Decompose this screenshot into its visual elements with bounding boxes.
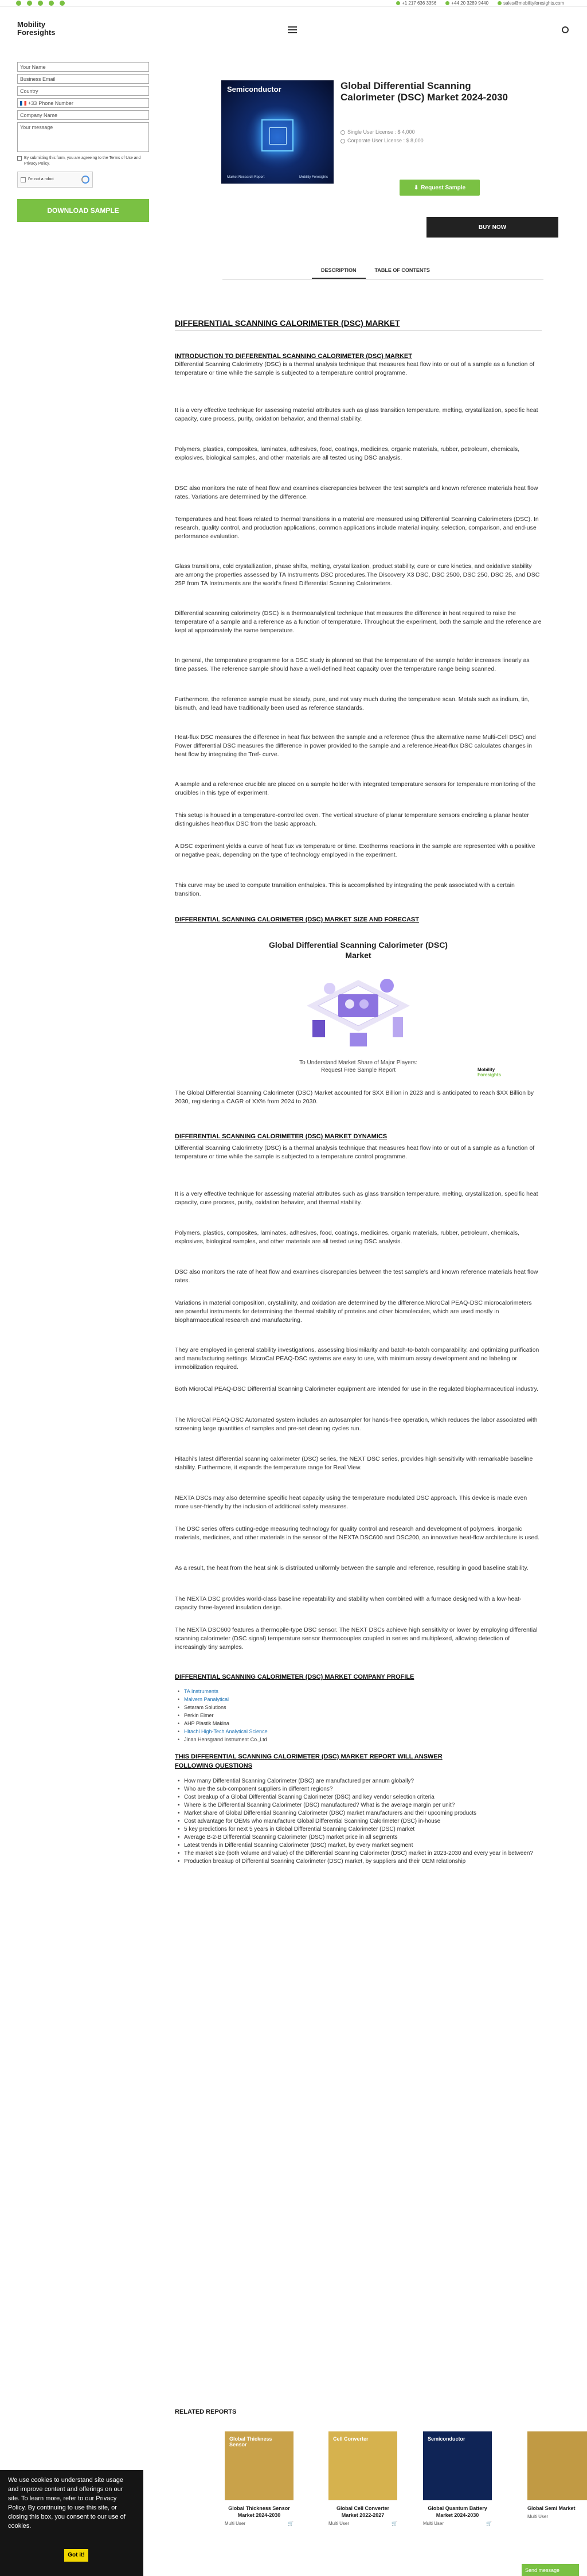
flag-icon[interactable] — [20, 101, 26, 106]
related-report-title[interactable]: Global Cell Converter Market 2022-2027 — [336, 2505, 390, 2518]
report-cover — [221, 80, 334, 184]
related-report-title[interactable]: Global Quantum Battery Market 2024-2030 — [428, 2505, 487, 2518]
list-item: • The market size (both volume and value) of the Differential Scanning Calorimeter (DSC) market in 2023-2030 and every year in between? — [175, 1850, 542, 1857]
paragraph: In general, the temperature programme for a DSC study is planned so that the temperature of the sample holder increases linearly as time passes. The reference sample should have a well-defined heat capacity over the temperature range being scanned. — [175, 657, 530, 672]
questions-list — [175, 1777, 542, 1865]
phone-field[interactable] — [17, 98, 149, 108]
related-report-card[interactable] — [423, 2431, 492, 2526]
company-link[interactable]: • Malvern Panalytical — [175, 1695, 542, 1703]
phone-uk-link[interactable]: +44 20 3289 9440 — [451, 1, 489, 6]
captcha-checkbox[interactable] — [21, 177, 26, 182]
paragraph: It is a very effective technique for assessing material attributes such as glass transition temperature, melting, crystallization, specific heat capacity, cure process, purity, oxidation behavior, and thermal stability. — [175, 1190, 538, 1206]
site-header — [0, 8, 587, 42]
recaptcha-icon — [81, 176, 89, 184]
linkedin-icon[interactable] — [38, 1, 43, 6]
recaptcha[interactable] — [17, 172, 93, 188]
paragraph: Hitachi's latest differential scanning calorimeter (DSC) series, the NEXT DSC series, provides high sensitivity with remarkable baseline stability. Furthermore, it expands the temperature range for Real View. — [175, 1456, 533, 1471]
list-item: • Jinan Hensgrand Instrument Co.,Ltd — [175, 1736, 542, 1744]
list-item: • Perkin Elmer — [175, 1711, 542, 1719]
consent-checkbox[interactable] — [17, 156, 22, 161]
request-sample-label: Request Sample — [421, 184, 466, 191]
tab-bar — [312, 267, 439, 279]
list-item: • AHP Plastik Makina — [175, 1719, 542, 1727]
top-bar — [0, 0, 587, 7]
cart-icon[interactable]: 🛒 — [392, 2521, 397, 2526]
captcha-label: I'm not a robot — [28, 177, 54, 181]
cookie-accept-button[interactable]: Got it! — [64, 2549, 88, 2562]
single-license-label: Single User License : $ 4,000 — [347, 129, 415, 135]
license-type: Multi User — [423, 2521, 444, 2526]
phone-placeholder: Phone Number — [38, 100, 73, 106]
email-link[interactable]: sales@mobilityforesights.com — [503, 1, 564, 6]
company-link[interactable]: • TA Instruments — [175, 1687, 542, 1695]
report-thumbnail[interactable] — [527, 2431, 587, 2500]
buy-now-button[interactable]: BUY NOW — [426, 217, 558, 238]
list-item: • Setaram Solutions — [175, 1703, 542, 1711]
paragraph: The MicroCal PEAQ-DSC Automated system includes an autosampler for hands-free operation, which reduces the labor associated with screening large quantities of samples and pre-set cleaning cycles run. — [175, 1417, 538, 1432]
single-license-radio[interactable] — [341, 130, 345, 135]
infographic-caption: To Understand Market Share of Major Players: Request Free Sample Report — [299, 1060, 417, 1073]
paragraph: Differential Scanning Calorimetry (DSC) is a thermal analysis technique that measures heat flow into or out of a sample as a function of temperature or time while the sample is subjected to a temperature control programme. — [175, 1145, 535, 1160]
social-links — [16, 1, 65, 6]
tab-divider — [222, 279, 543, 280]
company-field[interactable]: Company Name — [17, 110, 149, 120]
list-item: • Latest trends in Differential Scanning Calorimeter (DSC) market, by every market segment — [175, 1842, 542, 1849]
sample-icon: ⬇ — [413, 184, 419, 191]
related-heading: RELATED REPORTS — [175, 2408, 237, 2415]
license-type: Multi User — [527, 2514, 549, 2519]
paragraph: Polymers, plastics, composites, laminates, adhesives, food, coatings, medicines, organic materials, rubber, petroleum, chemicals, explosives, biological samples, and other materials are all tested using DSC analysis. — [175, 446, 520, 461]
list-item: • Production breakup of Differential Scanning Calorimeter (DSC) market, by suppliers and their OEM relationship — [175, 1858, 542, 1865]
paragraph: The NEXTA DSC provides world-class baseline repeatability and stability when combined with a furnace designed with a low-heat-capacity three-layered insulation design. — [175, 1596, 522, 1611]
mail-icon — [498, 1, 502, 5]
tab-table-of-contents[interactable]: TABLE OF CONTENTS — [374, 267, 430, 273]
menu-icon[interactable] — [288, 26, 297, 33]
phone-icon — [445, 1, 449, 5]
dynamics-heading: DIFFERENTIAL SCANNING CALORIMETER (DSC) MARKET DYNAMICS — [175, 1133, 388, 1140]
intro-heading: INTRODUCTION TO DIFFERENTIAL SCANNING CALORIMETER (DSC) MARKET — [175, 353, 412, 360]
list-item: • Who are the sub-component suppliers in different regions? — [175, 1785, 542, 1793]
paragraph: Variations in material composition, crystallinity, and oxidation are determined by the difference.MicroCal PEAQ-DSC microcalorimeters are powerful instruments for determining the thermal stability of proteins and other biomolecules, which are used mostly in biopharmaceutical research and manufacturing. — [175, 1299, 532, 1324]
message-field[interactable]: Your message — [17, 122, 149, 152]
questions-heading: THIS DIFFERENTIAL SCANNING CALORIMETER (DSC) MARKET REPORT WILL ANSWER FOLLOWING QUESTIONS — [175, 1753, 443, 1769]
cart-icon[interactable]: 🛒 — [486, 2521, 492, 2526]
paragraph: Temperatures and heat flows related to thermal transitions in a material are measured using Differential Scanning Calorimeters (DSC). In research, quality control, and production applications, common applications include material inquiry, selection, comparison, and end-use performance evaluation. — [175, 516, 539, 540]
download-sample-button[interactable]: DOWNLOAD SAMPLE — [17, 199, 149, 222]
paragraph: Both MicroCal PEAQ-DSC Differential Scanning Calorimeter equipment are intended for use in the regulated biopharmaceutical industry. — [175, 1386, 539, 1392]
paragraph: Polymers, plastics, composites, laminates, adhesives, food, coatings, medicines, organic materials, rubber, petroleum, chemicals, explosives, biological samples, and other materials are all tested using DSC analysis. — [175, 1229, 520, 1245]
send-message-button[interactable]: Send message — [522, 2564, 579, 2576]
market-infographic — [175, 940, 542, 1082]
logo-line-2: Foresights — [17, 28, 56, 37]
country-field[interactable]: Country — [17, 86, 149, 96]
corporate-license-radio[interactable] — [341, 139, 345, 143]
paragraph: The NEXTA DSC600 features a thermopile-type DSC sensor. The NEXT DSCs achieve high sensitivity or lower by employing differential scanning calorimeter (DSC signal) temperature sensor thermocouples coupled in series and multiplexed, allowing detection of increasingly tiny samples. — [175, 1626, 538, 1651]
paragraph: DSC also monitors the rate of heat flow and examines discrepancies between the test sample's and known reference materials heat flow rates. Variations are determined by the difference. — [175, 485, 538, 500]
request-sample-button[interactable] — [400, 180, 480, 196]
paragraph: This setup is housed in a temperature-controlled oven. The vertical structure of planar temperature sensors encircling a planar heater distinguishes heat-flux DSC from the basic approach. — [175, 812, 529, 827]
report-thumbnail[interactable]: Cell Converter — [328, 2431, 397, 2500]
main-heading: DIFFERENTIAL SCANNING CALORIMETER (DSC) MARKET — [175, 318, 400, 328]
site-logo[interactable] — [17, 21, 69, 38]
related-report-card[interactable] — [328, 2431, 397, 2526]
contact-info — [396, 1, 564, 6]
related-report-title[interactable]: Global Thickness Sensor Market 2024-2030 — [228, 2505, 290, 2518]
list-item: • How many Differential Scanning Calorimeter (DSC) are manufactured per annum globally? — [175, 1777, 542, 1785]
list-item: • Average B-2-B Differential Scanning Calorimeter (DSC) market price in all segments — [175, 1834, 542, 1841]
tab-description[interactable]: DESCRIPTION — [312, 267, 366, 279]
infographic-title: Global Differential Scanning Calorimeter (DSC) Market — [269, 940, 448, 960]
phone-icon — [396, 1, 400, 5]
paragraph: As a result, the heat from the heat sink is distributed uniformly between the sample and reference, resulting in good baseline stability. — [175, 1565, 529, 1571]
paragraph: NEXTA DSCs may also determine specific heat capacity using the temperature modulated DSC approach. This device is made even more user-friendly by the inclusion of additional safety measures. — [175, 1495, 527, 1510]
list-item: • Market share of Global Differential Scanning Calorimeter (DSC) market manufacturers and their upcoming products — [175, 1810, 542, 1817]
paragraph: A sample and a reference crucible are placed on a sample holder with integrated temperature sensors for temperature monitoring of the crucibles in this type of experiment. — [175, 781, 536, 796]
youtube-icon[interactable] — [49, 1, 54, 6]
paragraph: Differential scanning calorimetry (DSC) is a thermoanalytical technique that measures the difference in heat required to raise the temperature of a sample and a reference as a function of temperature. Throughout the experiment, both the sample and the reference are kept at approximately the same temperature. — [175, 610, 542, 634]
cart-icon[interactable]: 🛒 — [288, 2521, 294, 2526]
sample-request-form — [17, 62, 149, 222]
paragraph: It is a very effective technique for assessing material attributes such as glass transition temperature, melting, crystallization, specific heat capacity, cure process, purity, oxidation behavior, and thermal stability. — [175, 407, 538, 422]
related-report-title[interactable]: Global Semi Market — [527, 2505, 576, 2511]
paragraph: The DSC series offers cutting-edge measuring technology for quality control and research and development of polymers, inorganic materials, medicines, and other materials in the sensor of the NEXTA DSC600 and DSC200, an innovative heat-flow architecture is used. — [175, 1526, 539, 1541]
list-item: • Cost advantage for OEMs who manufacture Global Differential Scanning Calorimeter (DSC) in-house — [175, 1818, 542, 1825]
paragraph: Furthermore, the reference sample must be steady, pure, and not vary much during the temperature scan. Metals such as indium, tin, bismuth, and lead have traditionally been used as reference standards. — [175, 696, 530, 711]
corporate-license-label: Corporate User License : $ 8,000 — [347, 138, 424, 143]
consent-text: By submitting this form, you are agreeing to the Terms of Use and Privacy Policy. — [24, 156, 141, 166]
email-field[interactable]: Business Email — [17, 74, 149, 84]
paragraph: DSC also monitors the rate of heat flow and examines discrepancies between the test sample's and known reference materials heat flow rates. — [175, 1268, 538, 1284]
related-report-card[interactable] — [225, 2431, 294, 2526]
paragraph: Differential Scanning Calorimetry (DSC) is a thermal analysis technique that measures heat flow into or out of a sample as a function of temperature or time while the sample is subjected to a temperature control programme. — [175, 361, 535, 376]
chip-icon — [261, 119, 294, 151]
cover-tag: Semiconductor — [227, 85, 281, 94]
paragraph: A DSC experiment yields a curve of heat flux vs temperature or time. Exotherms reactions in the sample are represented with a positive or negative peak, depending on the type of technology employed in the experiment. — [175, 843, 535, 858]
related-report-card[interactable] — [527, 2431, 587, 2519]
report-thumbnail[interactable]: Semiconductor — [423, 2431, 492, 2500]
paragraph: This curve may be used to compute transition enthalpies. This is accomplished by integrating the peak associated with a certain transition. — [175, 882, 515, 897]
paragraph: Glass transitions, cold crystallization, phase shifts, melting, crystallization, product stability, cure or cure kinetics, and oxidative stability are among the properties assessed by TA Instruments DSC procedures.The Discovery X3 DSC, DSC 2500, DSC 250, DSC 25, and DSC 25P from TA Instruments are the world's finest Differential Scanning Calorimeters. — [175, 563, 540, 587]
license-type: Multi User — [328, 2521, 350, 2526]
phone-us-link[interactable]: +1 217 636 3356 — [402, 1, 437, 6]
twitter-icon[interactable] — [27, 1, 32, 6]
list-item: • Cost breakup of a Global Differential Scanning Calorimeter (DSC) and key vendor selection criteria — [175, 1793, 542, 1801]
logo-line-1: Mobility — [17, 20, 46, 29]
cookie-banner — [0, 2470, 143, 2576]
paragraph: Heat-flux DSC measures the difference in heat flux between the sample and a reference (thus the alternative name Multi-Cell DSC) and Power differential DSC measures the difference in power provided to the sample and a reference.Heat-flux DSC calculates changes in heat flow by integrating the Tref- curve. — [175, 734, 536, 758]
cover-sub-left: Market Research Report — [227, 176, 265, 179]
list-item: • Where is the Differential Scanning Calorimeter (DSC) manufactured? What is the average margin per unit? — [175, 1801, 542, 1809]
list-item: • 5 key predictions for next 5 years in Global Differential Scanning Calorimeter (DSC) market — [175, 1826, 542, 1833]
license-options — [341, 128, 424, 145]
cookie-text: We use cookies to understand site usage and improve content and offerings on our site. To learn more, refer to our Privacy Policy. By continuing to use this site, or closing this box, you consent to our use of cookies. — [8, 2477, 126, 2530]
name-field[interactable]: Your Name — [17, 62, 149, 72]
phone-prefix: +33 — [28, 100, 37, 106]
company-heading: DIFFERENTIAL SCANNING CALORIMETER (DSC) MARKET COMPANY PROFILE — [175, 1674, 414, 1680]
paragraph: They are employed in general stability investigations, assessing biosimilarity and batch-to-batch comparability, and optimizing purification and manufacturing settings. MicroCal PEAQ-DSC systems are easy to use, with minimum assay development and no labeling or immobilization required. — [175, 1347, 539, 1371]
search-icon[interactable] — [562, 26, 569, 33]
report-thumbnail[interactable]: Global Thickness Sensor — [225, 2431, 294, 2500]
company-link[interactable]: • Hitachi High-Tech Analytical Science — [175, 1727, 542, 1736]
infographic-logo: Mobility Foresights — [478, 1067, 501, 1077]
page-title: Global Differential Scanning Calorimeter (DSC) Market 2024-2030 — [341, 80, 508, 103]
cover-sub-right: Mobility Foresights — [299, 176, 328, 179]
dashboard-illustration — [295, 968, 421, 1054]
paragraph: The Global Differential Scanning Calorimeter (DSC) Market accounted for $XX Billion in 2023 and is anticipated to reach $XX Billion by 2030, registering a CAGR of XX% from 2024 to 2030. — [175, 1089, 534, 1105]
company-list — [175, 1687, 542, 1744]
size-heading: DIFFERENTIAL SCANNING CALORIMETER (DSC) MARKET SIZE AND FORECAST — [175, 916, 419, 923]
instagram-icon[interactable] — [60, 1, 65, 6]
license-type: Multi User — [225, 2521, 246, 2526]
consent-row — [17, 155, 149, 167]
facebook-icon[interactable] — [16, 1, 21, 6]
